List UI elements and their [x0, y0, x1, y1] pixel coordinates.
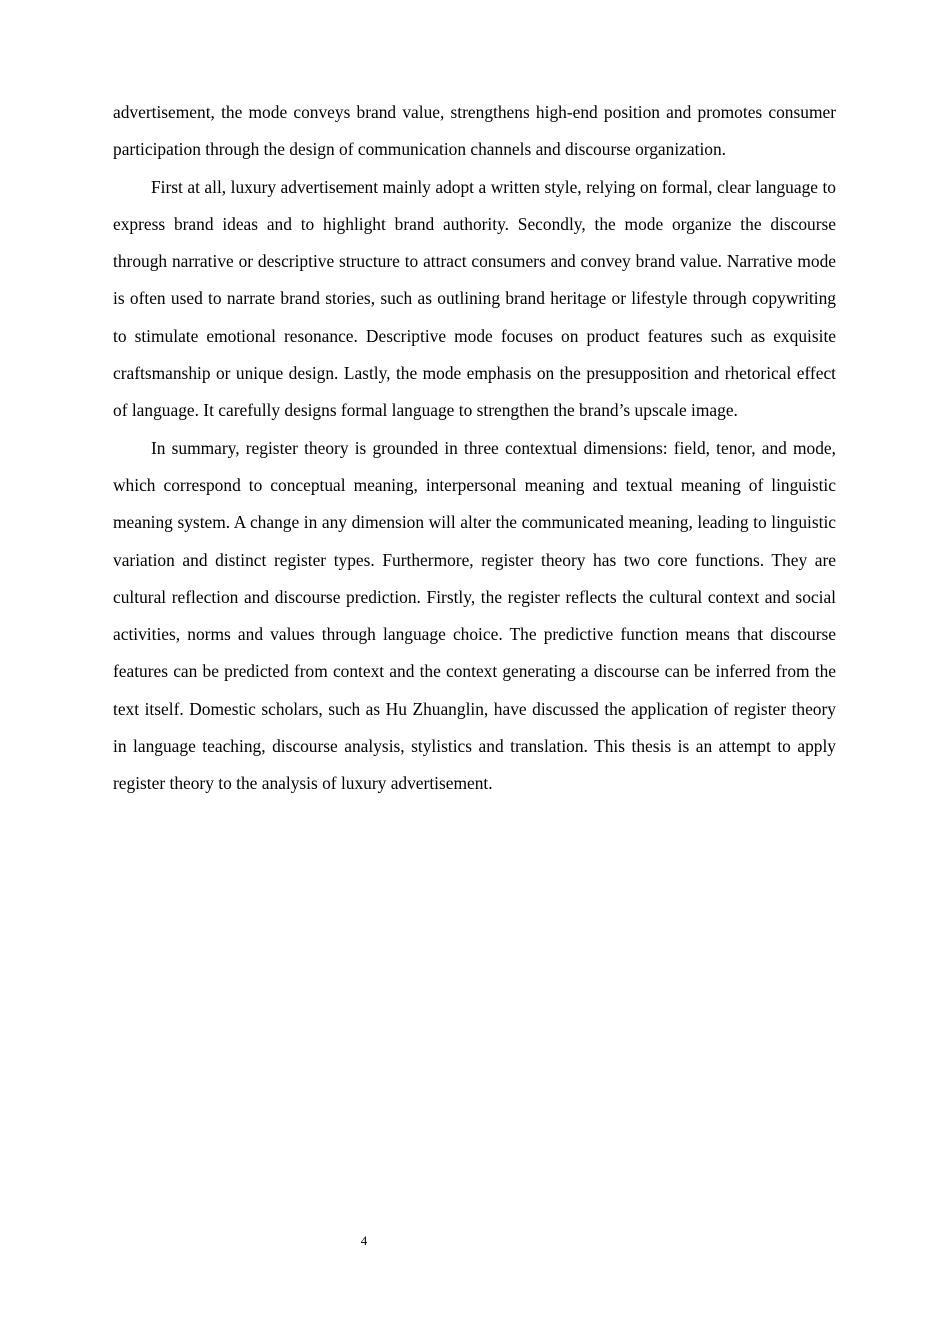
page-number: 4	[360, 1233, 368, 1248]
paragraph-continuation: advertisement, the mode conveys brand value, strengthens high-end position and promotes consumer participation through the design of communication channels and discourse organization.	[113, 102, 836, 160]
paragraph-mode-features: First at all, luxury advertisement mainly adopt a written style, relying on formal, clear language to express brand ideas and to highlight brand authority. Secondly, the mode organize the discourse through narrative or descriptive structure to attract consumers and convey brand value. Narrative mode is often used to narrate brand stories, such as outlining brand heritage or lifestyle through copywriting to stimulate emotional resonance. Descriptive mode focuses on product features such as exquisite craftsmanship or unique design. Lastly, the mode emphasis on the presupposition and rhetorical effect of language. It carefully designs formal language to strengthen the brand’s upscale image.	[113, 176, 836, 421]
paragraph-summary: In summary, register theory is grounded in three contextual dimensions: field, tenor, and mode, which correspond to conceptual meaning, interpersonal meaning and textual meaning of linguistic meaning system. A change in any dimension will alter the communicated meaning, leading to linguistic variation and distinct register types. Furthermore, register theory has two core functions. They are cultural reflection and discourse prediction. Firstly, the register reflects the cultural context and social activities, norms and values through language choice. The predictive function means that discourse features can be predicted from context and the context generating a discourse can be inferred from the text itself. Domestic scholars, such as Hu Zhuanglin, have discussed the application of register theory in language teaching, discourse analysis, stylistics and translation. This thesis is an attempt to apply register theory to the analysis of luxury advertisement.	[113, 437, 836, 794]
body-text	[113, 94, 836, 803]
